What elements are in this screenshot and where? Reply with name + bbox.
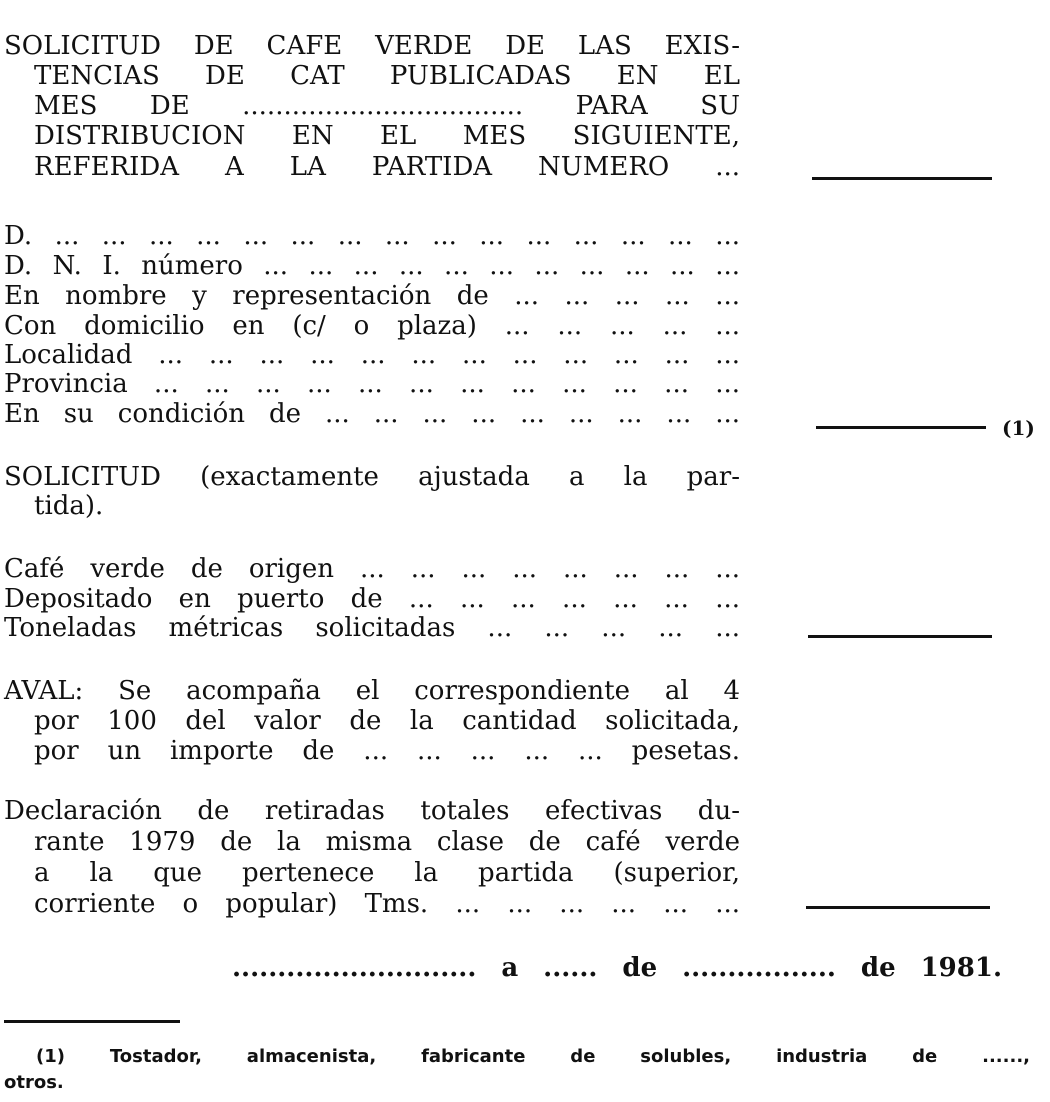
aval-line-1: AVAL: Se acompaña el correspondiente al 4 [4,676,740,706]
tonnes-field[interactable] [808,635,992,638]
declaration-line-1: Declaración de retiradas totales efectivas du- [4,796,740,826]
declaration-tonnes-field[interactable] [806,906,990,909]
declaration-line-2: rante 1979 de la misma clase de café verde [34,827,740,857]
footnote-line-2: otros. [4,1072,64,1093]
title-line-1: SOLICITUD DE CAFE VERDE DE LAS EXIS- [4,31,740,61]
applicant-province-line: Provincia ... ... ... ... ... ... ... ... ... ... ... ... [4,369,740,399]
footnote-separator [4,1020,180,1023]
applicant-address-line: Con domicilio en (c/ o plaza) ... ... ... ... ... [4,311,740,341]
date-line: ........................... a ...... de ................. de 1981. [232,953,1002,983]
declaration-line-4: corriente o popular) Tms. ... ... ... ... ... ... [34,889,740,919]
footnote-line-1: (1) Tostador, almacenista, fabricante de solubles, industria de ......, [36,1046,1030,1067]
declaration-line-3: a la que pertenece la partida (superior, [34,858,740,888]
solicitud-line-1: SOLICITUD (exactamente ajustada a la par- [4,462,740,492]
applicant-representation-line: En nombre y representación de ... ... ... ... ... [4,281,740,311]
title-line-4: DISTRIBUCION EN EL MES SIGUIENTE, [34,121,740,151]
aval-line-2: por 100 del valor de la cantidad solicitada, [34,706,740,736]
solicitud-line-2: tida). [34,491,104,521]
coffee-tonnes-line: Toneladas métricas solicitadas ... ... ... ... ... [4,613,740,643]
applicant-name-line: D. ... ... ... ... ... ... ... ... ... ... ... ... ... ... ... [4,221,740,251]
footnote-marker: (1) [1002,416,1035,440]
title-line-3: MES DE .................................. PARA SU [34,91,740,121]
aval-line-3: por un importe de ... ... ... ... ... pesetas. [34,736,740,766]
coffee-origin-line: Café verde de origen ... ... ... ... ... ... ... ... [4,554,740,584]
title-line-5: REFERIDA A LA PARTIDA NUMERO ... [34,152,740,182]
applicant-locality-line: Localidad ... ... ... ... ... ... ... ... ... ... ... ... [4,340,740,370]
partida-number-field[interactable] [812,177,992,180]
applicant-condition-line: En su condición de ... ... ... ... ... ... ... ... ... [4,399,740,429]
applicant-dni-line: D. N. I. número ... ... ... ... ... ... ... ... ... ... ... [4,251,740,281]
title-line-2: TENCIAS DE CAT PUBLICADAS EN EL [34,61,740,91]
coffee-port-line: Depositado en puerto de ... ... ... ... ... ... ... [4,584,740,614]
condition-field[interactable] [816,426,986,429]
